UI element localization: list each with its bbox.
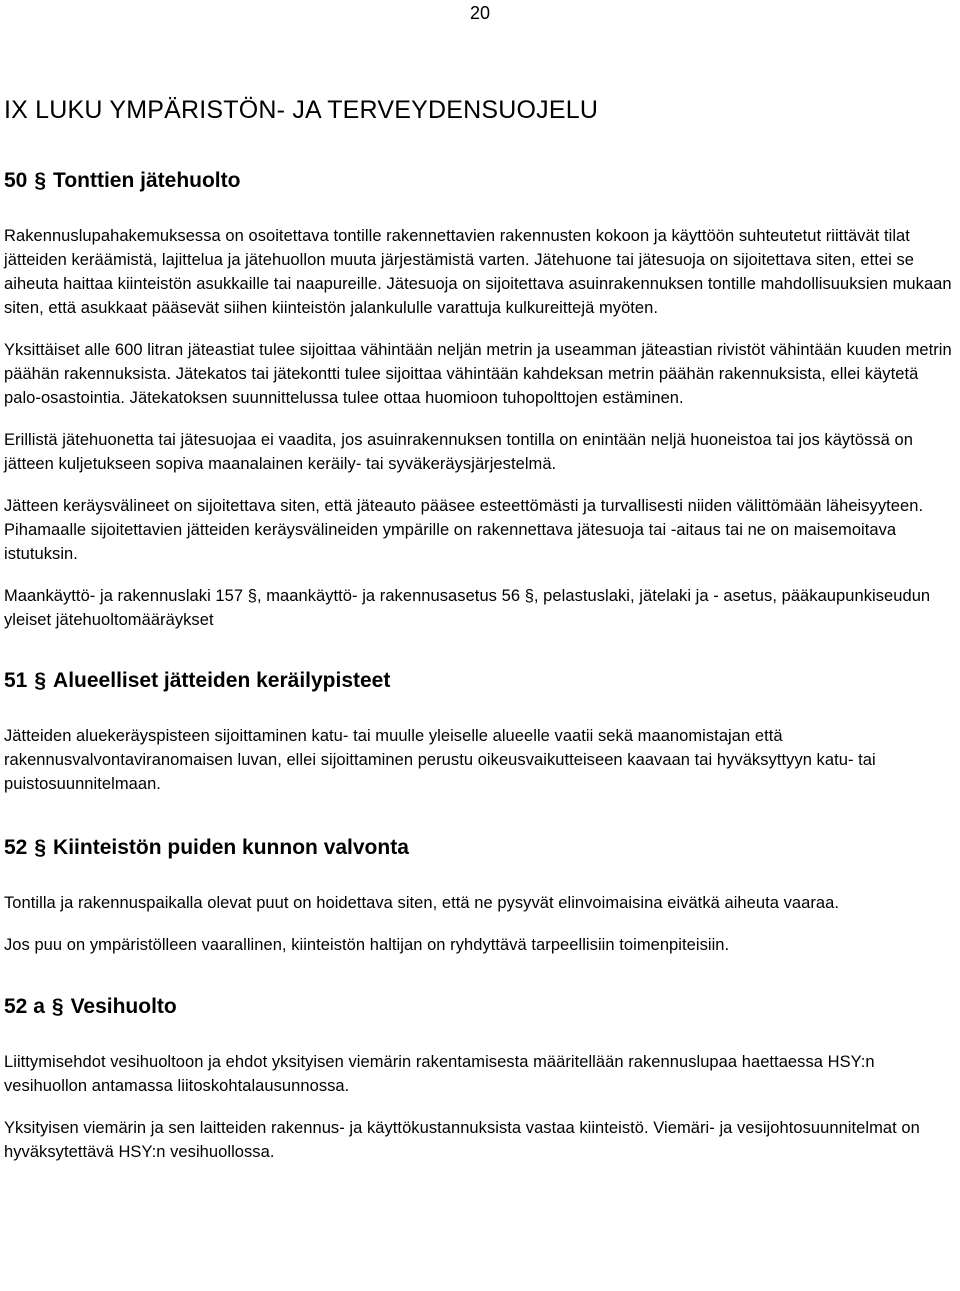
section-sign: § xyxy=(34,836,47,859)
section-title: Vesihuolto xyxy=(70,995,177,1018)
document-body xyxy=(4,94,956,1182)
section-number: 52 a xyxy=(4,995,45,1018)
section-50 xyxy=(4,168,956,632)
section-heading xyxy=(4,668,956,694)
section-title: Alueelliset jätteiden keräilypisteet xyxy=(53,669,391,692)
paragraph: Jätteen keräysvälineet on sijoitettava siten, että jäteauto pääsee esteettömästi ja turvallisesti niiden välittömään läheisyyteen. Pihamaalle sijoitettavien jätteiden keräysvälineiden ympärille on rakennettava jätesuoja tai -aitaus tai ne on maisemoitava istutuksin. xyxy=(4,497,924,563)
section-number: 50 xyxy=(4,169,28,192)
paragraph: Erillistä jätehuonetta tai jätesuojaa ei vaadita, jos asuinrakennuksen tontilla on enintään neljä huoneistoa tai jos käytössä on jätteen kuljetukseen sopiva maanalainen keräily- tai syväkeräysjärjestelmä. xyxy=(4,431,913,473)
section-sign: § xyxy=(51,995,64,1018)
section-sign: § xyxy=(34,669,47,692)
section-title: Kiinteistön puiden kunnon valvonta xyxy=(53,836,409,859)
section-sign: § xyxy=(34,169,47,192)
section-51 xyxy=(4,668,956,796)
paragraph: Rakennuslupahakemuksessa on osoitettava tontille rakennettavien rakennusten kokoon ja käyttöön suhteutetut riittävät tilat jätteiden keräämistä, lajittelua ja jätehuollon muuta järjestämistä varten. Jätehuone tai jätesuoja on sijoitettava siten, ettei se aiheuta haittaa kiinteistön asukkaille tai naapureille. Jätesuoja on sijoitettava asuinrakennuksen tontille mahdollisuuksien mukaan siten, että asukkaat pääsevät siihen kiinteistön jalankululle varattuja kulkureittejä myöten. xyxy=(4,227,952,317)
section-heading xyxy=(4,994,956,1020)
chapter-title: IX LUKU YMPÄRISTÖN- JA TERVEYDENSUOJELU xyxy=(4,96,599,124)
legal-references: Maankäyttö- ja rakennuslaki 157 §, maankäyttö- ja rakennusasetus 56 §, pelastuslaki, jätelaki ja - asetus, pääkaupunkiseudun yleiset jätehuoltomääräykset xyxy=(4,587,931,629)
paragraph: Jos puu on ympäristölleen vaarallinen, kiinteistön haltijan on ryhdyttävä tarpeellisiin toimenpiteisiin. xyxy=(4,936,730,954)
page-number: 20 xyxy=(469,3,491,23)
paragraph: Tontilla ja rakennuspaikalla olevat puut on hoidettava siten, että ne pysyvät elinvoimaisina eivätkä aiheuta vaaraa. xyxy=(4,894,839,912)
section-52a xyxy=(4,994,956,1164)
paragraph: Jätteiden aluekeräyspisteen sijoittaminen katu- tai muulle yleiselle alueelle vaatii sekä maanomistajan että rakennusvalvontaviranomaisen luvan, ellei sijoittaminen perustu oikeusvaikutteiseen kaavaan tai hyväksyttyyn katu- tai puistosuunnitelmaan. xyxy=(4,727,876,793)
paragraph: Yksityisen viemärin ja sen laitteiden rakennus- ja käyttökustannuksista vastaa kiinteistö. Viemäri- ja vesijohtosuunnitelmat on hyväksytettävä HSY:n vesihuollossa. xyxy=(4,1119,920,1161)
section-52 xyxy=(4,835,956,957)
section-number: 52 xyxy=(4,836,28,859)
section-heading xyxy=(4,835,956,861)
section-heading xyxy=(4,168,956,194)
paragraph: Liittymisehdot vesihuoltoon ja ehdot yksityisen viemärin rakentamisesta määritellään rakennuslupaa haettaessa HSY:n vesihuollon antamassa liitoskohtalausunnossa. xyxy=(4,1053,875,1095)
section-number: 51 xyxy=(4,669,28,692)
paragraph: Yksittäiset alle 600 litran jäteastiat tulee sijoittaa vähintään neljän metrin ja useamman jäteastian rivistöt vähintään kuuden metrin päähän rakennuksista. Jätekatos tai jätekontti tulee sijoittaa vähintään kahdeksan metrin päähän rakennuksista, ellei käytetä palo-osastointia. Jätekatoksen suunnittelussa tulee ottaa huomioon tuhopolttojen estäminen. xyxy=(4,341,952,407)
section-title: Tonttien jätehuolto xyxy=(53,169,241,192)
